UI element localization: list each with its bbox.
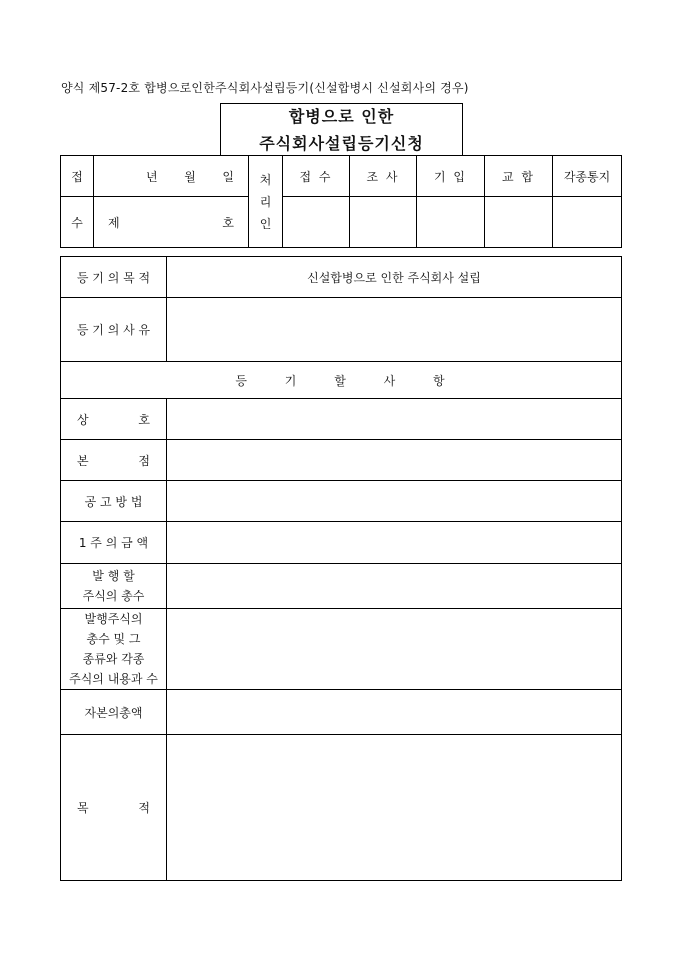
par-value-field[interactable]: [167, 522, 622, 564]
notice-method-label: 공 고 방 법: [61, 481, 167, 522]
col-entry: 기 입: [417, 156, 485, 197]
head-office-field[interactable]: [167, 440, 622, 481]
issuable-shares-field[interactable]: [167, 564, 622, 609]
processor-in: 인: [259, 216, 272, 231]
processor-cheo: 처: [259, 172, 272, 187]
issued-shares-label: 발행주식의 총수 및 그 종류와 각종 주식의 내용과 수: [61, 609, 167, 690]
capital-field[interactable]: [167, 690, 622, 735]
issuable-shares-label: 발 행 할 주식의 총수: [61, 564, 167, 609]
issued-shares-field[interactable]: [167, 609, 622, 690]
processor-cell: [249, 156, 283, 248]
capital-label: 자본의총액: [61, 690, 167, 735]
receipt-date-cell: [94, 156, 249, 197]
col-notices: 각종통지: [553, 156, 622, 197]
trade-name-label: 상 호: [61, 399, 167, 440]
examine-field[interactable]: [350, 197, 417, 248]
entry-field[interactable]: [417, 197, 485, 248]
par-value-label: 1 주 의 금 액: [61, 522, 167, 564]
objective-label: 목 적: [61, 735, 167, 881]
col-examine: 조 사: [350, 156, 417, 197]
year-label: 년: [146, 169, 158, 184]
title-line-1: 합병으로 인한: [288, 107, 395, 126]
objective-field[interactable]: [167, 735, 622, 881]
reason-label: 등 기 의 사 유: [61, 298, 167, 362]
day-label: 일: [222, 169, 234, 184]
title-line-2: 주식회사설립등기신청: [259, 134, 424, 153]
receipt-number-cell: [94, 197, 249, 248]
month-label: 월: [184, 169, 196, 184]
receipt-su-cell: 수: [61, 197, 94, 248]
reason-field[interactable]: [167, 298, 622, 362]
col-receipt: 접 수: [283, 156, 350, 197]
number-prefix: 제: [108, 215, 120, 230]
form-number: 양식 제57-2호 합병으로인한주식회사설립등기(신설합병시 신설회사의 경우): [61, 81, 469, 95]
purpose-label: 등 기 의 목 적: [61, 257, 167, 298]
trade-name-field[interactable]: [167, 399, 622, 440]
receipt-table: [60, 155, 622, 248]
number-suffix: 호: [222, 215, 234, 230]
notices-field[interactable]: [553, 197, 622, 248]
purpose-value[interactable]: 신설합병으로 인한 주식회사 설립: [167, 257, 622, 298]
processor-ri: 리: [259, 194, 272, 209]
registration-table: [60, 256, 622, 881]
receipt-jeop-cell: 접: [61, 156, 94, 197]
col-collation: 교 합: [485, 156, 553, 197]
receipt-field[interactable]: [283, 197, 350, 248]
collation-field[interactable]: [485, 197, 553, 248]
head-office-label: 본 점: [61, 440, 167, 481]
section-heading: 등 기 할 사 항: [61, 362, 622, 399]
notice-method-field[interactable]: [167, 481, 622, 522]
